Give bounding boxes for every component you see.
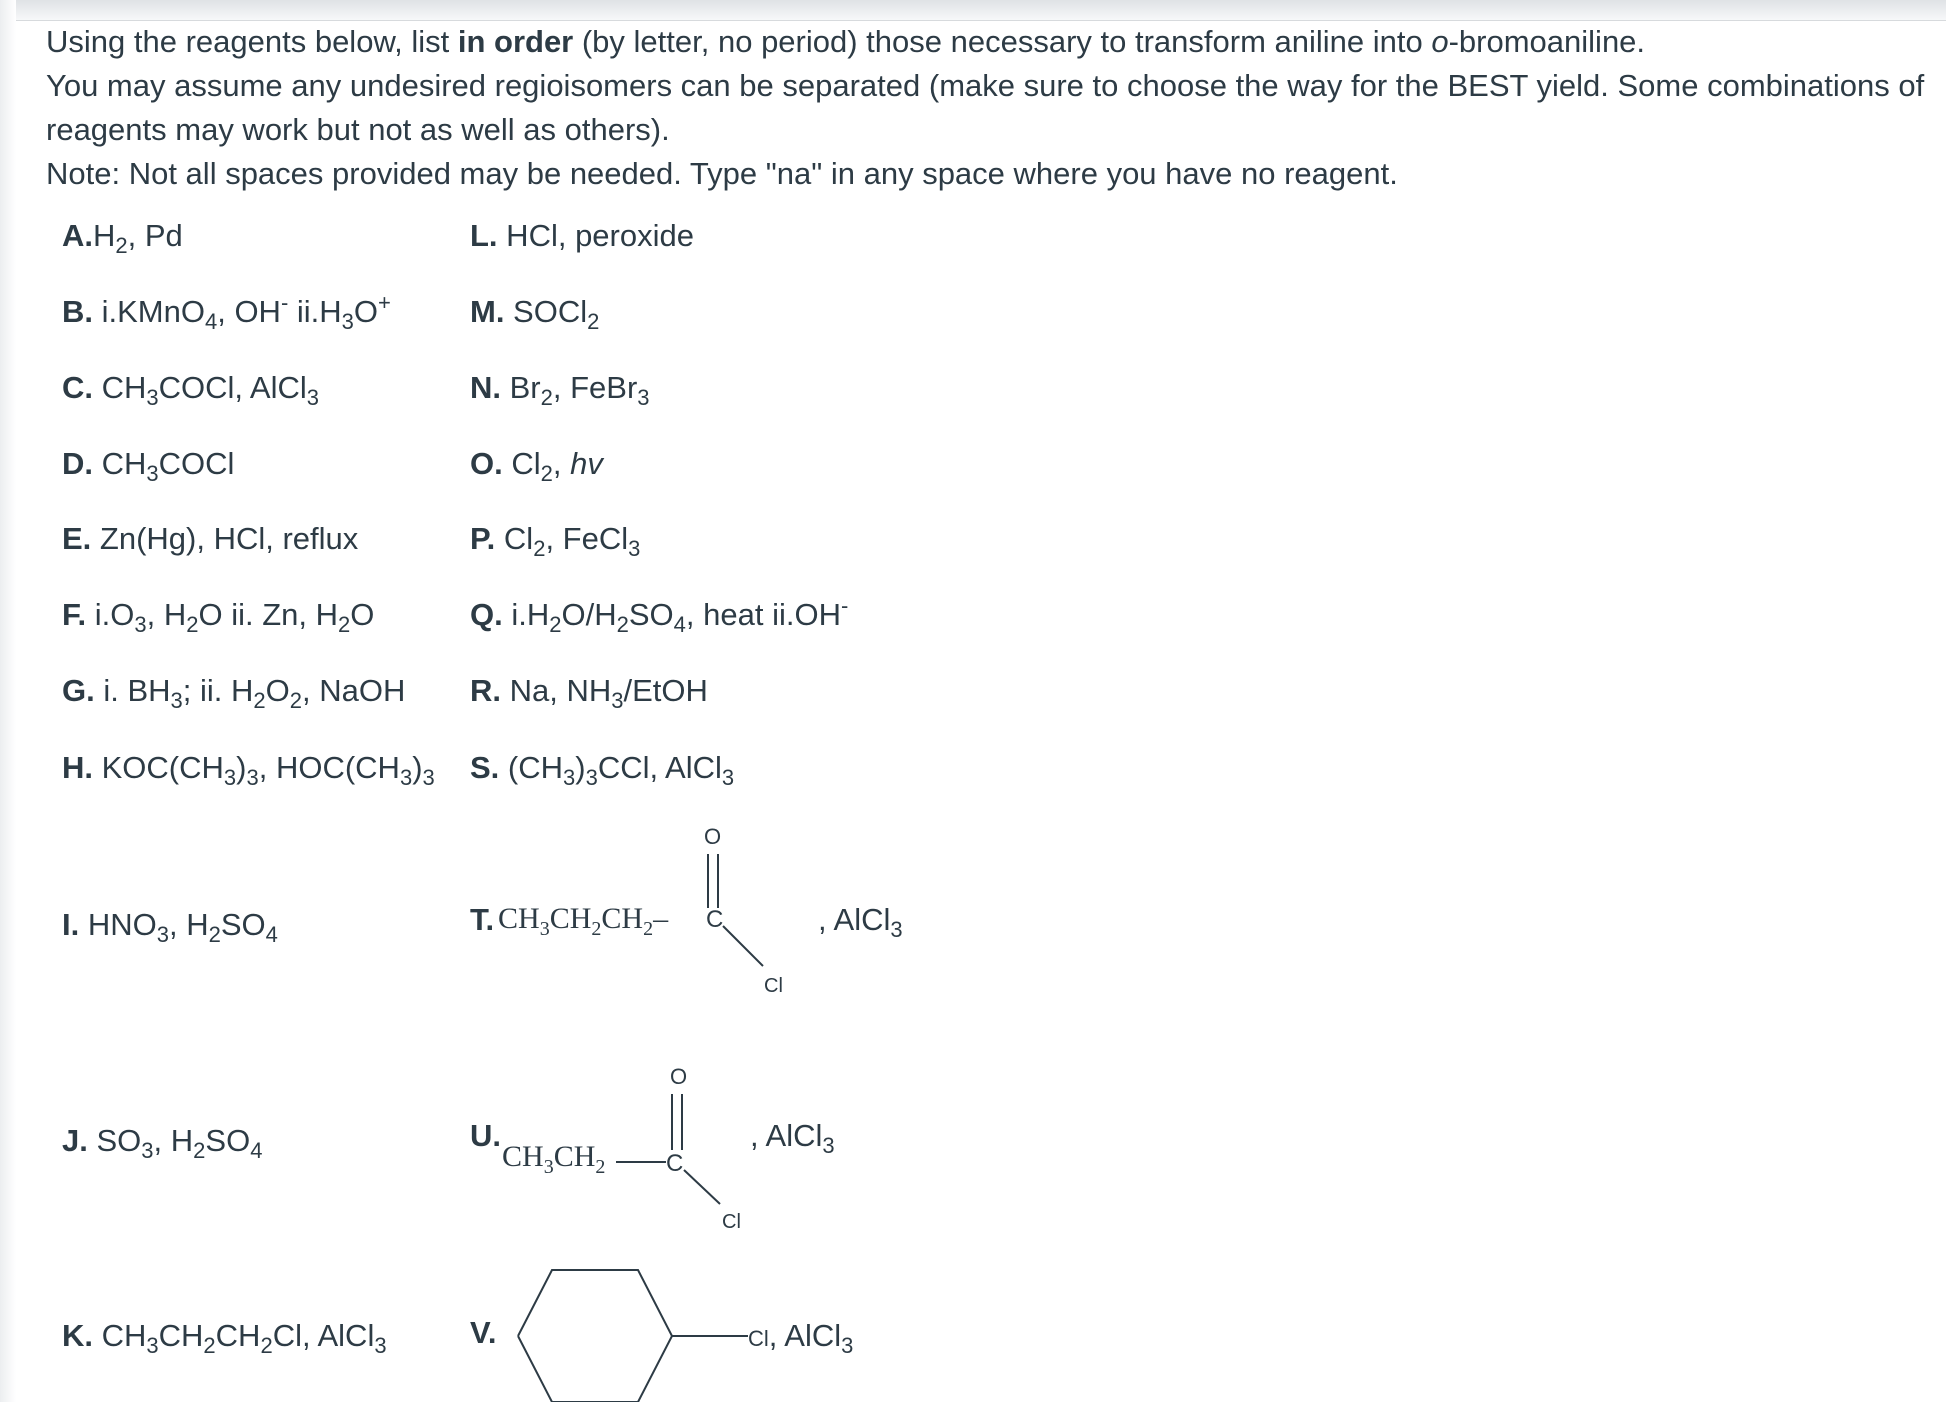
v-chlorine-atom: Cl <box>748 1326 769 1351</box>
reagent-f: F. $i.O_3$, $H_2O$ ii. Zn, $H_2O$ <box>62 597 375 637</box>
reagent-c: C. $CH_3COCl$, AlCl$_3$ <box>62 370 320 410</box>
u-chlorine-atom: Cl <box>722 1211 741 1233</box>
t-chlorine-atom: Cl <box>764 975 783 997</box>
u-carbon-atom: C <box>666 1150 684 1177</box>
reagent-k: K. $CH_3CH_2CH_2Cl$, AlCl$_3$ <box>62 1318 387 1358</box>
reagent-b: B. i.KMnO$_4$, OH- $ii.H_3O^+$ <box>62 290 391 334</box>
reagent-j: J. $SO_3$, $H_2SO_4$ <box>62 1123 263 1163</box>
v-cyclohexane-ring <box>518 1270 672 1402</box>
reagent-t-catalyst: , AlCl$_3$ <box>818 902 903 942</box>
reagent-r: R. Na, $NH_3$/EtOH <box>470 673 708 713</box>
t-c-cl-bond <box>723 926 763 966</box>
reagent-d: D. $CH_3COCl$ <box>62 446 235 486</box>
u-oxygen-atom: O <box>670 1064 688 1089</box>
reagent-t-letter-label: T. <box>470 902 495 937</box>
u-chain-ethyl: $CH_3CH_2$ <box>502 1140 606 1178</box>
question-line-1: Using the reagents below, list in order (by letter, no period) those necessary to transform aniline into o-bromoaniline. <box>46 24 1646 59</box>
reagent-o: O. $Cl_2$, hv <box>470 446 603 486</box>
question-line-3: reagents may work but not as well as others). <box>46 112 670 147</box>
reagent-h: H. $KOC(CH_3)_3$, $HOC(CH_3)_3$ <box>62 750 435 790</box>
question-line-2: You may assume any undesired regioisomers can be separated (make sure to choose the way for the BEST yield. Some combinations of <box>46 68 1925 103</box>
window-top-bar <box>0 0 1946 21</box>
reagent-u-catalyst: , AlCl$_3$ <box>750 1118 835 1158</box>
u-c-cl-bond <box>684 1170 720 1204</box>
reagent-q: Q. $i.H_2O/H_2SO_4$, heat ii.OH- <box>470 593 849 637</box>
reagent-l: L. HCl, peroxide <box>470 218 694 253</box>
reagent-u-letter: U. <box>470 1118 501 1153</box>
reagent-v-letter: V. <box>470 1315 497 1350</box>
t-chain-ch3: $CH_3CH_2CH_2-$ <box>498 902 669 940</box>
reagent-s: S. $(CH_3)_3CCl$, AlCl$_3$ <box>470 750 735 790</box>
t-oxygen-atom: O <box>704 824 722 849</box>
left-edge-shadow <box>0 0 16 1402</box>
reagent-m: M. SOCl$_2$ <box>470 294 600 334</box>
reagent-v-catalyst: Cl, AlCl$_3$ <box>748 1318 854 1358</box>
reagent-e: E. Zn(Hg), HCl, reflux <box>62 521 359 556</box>
reagent-p: P. $Cl_2$, FeCl$_3$ <box>470 521 641 561</box>
reagent-v-structure <box>500 1260 760 1402</box>
question-line-4: Note: Not all spaces provided may be needed. Type "na" in any space where you have no reagent. <box>46 156 1398 191</box>
reagent-n: N. $Br_2$, FeBr$_3$ <box>470 370 650 410</box>
t-carbon-atom: C <box>706 906 724 933</box>
reagent-a: $A.H_2$, Pd <box>62 218 183 258</box>
reagent-g: G. i. $BH_3$; ii. $H_2O_2$, NaOH <box>62 673 406 713</box>
reagent-i: I. $HNO_3$, $H_2SO_4$ <box>62 907 278 947</box>
